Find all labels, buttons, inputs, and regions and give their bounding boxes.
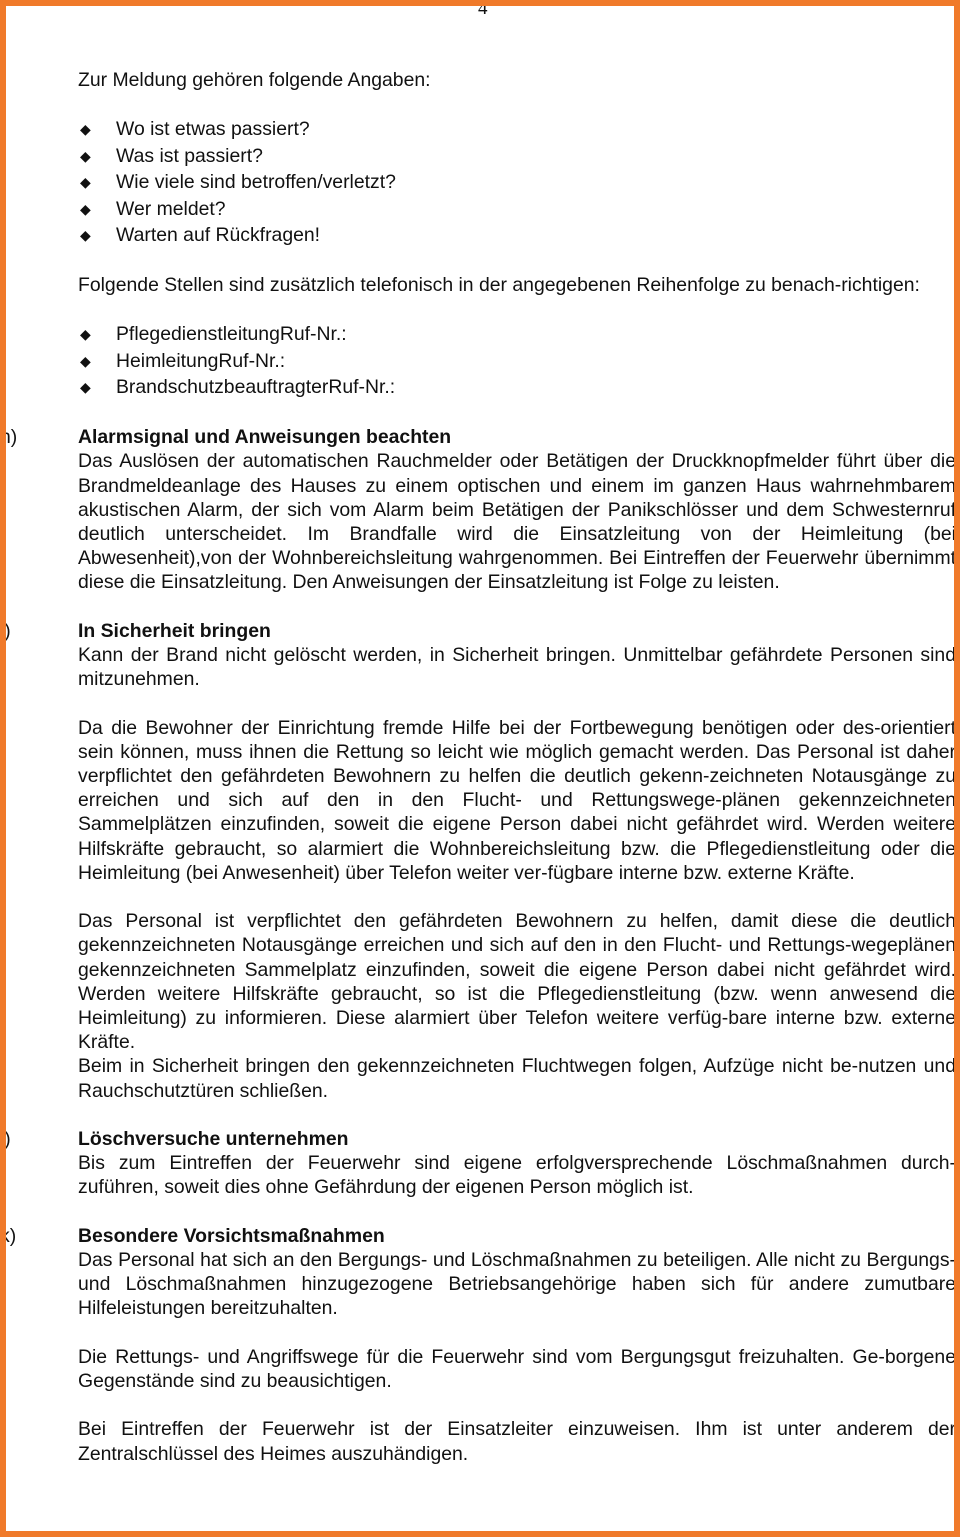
contact-item: [78, 321, 956, 348]
section-h: [0, 425, 956, 594]
section-heading: Alarmsignal und Anweisungen beachten: [78, 426, 452, 449]
spacer: [78, 1200, 956, 1224]
report-items-list: [78, 116, 956, 249]
spacer: [78, 297, 956, 321]
contact-phone-label: Ruf-Nr.:: [218, 349, 286, 372]
contact-item: [78, 374, 956, 401]
section-paragraph: Da die Bewohner der Einrichtung fremde Hilfe bei der Fortbewegung benötigen oder des-orientiert sein können, muss ihnen die Rettung so leicht wie möglich gemacht werden. Das Personal ist daher verpflichtet den gefährdeten Bewohnern zu helfen die deutlich gekenn-zeichneten Notausgänge zu erreichen und sich auf den in den Flucht- und Rettungswege-plänen gekennzeichneten Sammelplätzen einzufinden, soweit die eigene Person dabei nicht gefährdet wird. Werden weitere Hilfskräfte gebraucht, so alarmiert die Wohnbereichsleitung bzw. die Pflegedienstleitung oder die Heimleitung (bei Anwesenheit) über Telefon weiter ver-fügbare interne bzw. externe Kräfte.: [78, 716, 956, 884]
diamond-bullet-icon: ◆: [80, 227, 91, 244]
diamond-bullet-icon: ◆: [80, 379, 91, 396]
contact-name: Pflegedienstleitung: [116, 323, 280, 346]
contact-phone-label: Ruf-Nr.:: [328, 376, 396, 399]
diamond-bullet-icon: ◆: [80, 352, 91, 369]
diamond-bullet-icon: ◆: [80, 121, 91, 138]
list-item: ◆ Warten auf Rückfragen!: [78, 222, 956, 249]
spacer: [78, 885, 956, 909]
diamond-bullet-icon: ◆: [80, 326, 91, 343]
spacer: [78, 1393, 956, 1417]
section-paragraph: Das Auslösen der automatischen Rauchmelder oder Betätigen der Druckknopfmelder führt über die Brandmeldeanlage des Hauses zu einem optischen und einem im ganzen Haus wahrnehmbarem akustischen Alarm, der sich vom Alarm beim Betätigen der Panikschlösser und dem Schwesternruf deutlich unterscheidet. Im Brandfalle wird die Einsatzleitung von der Heimleitung (bei Abwesenheit),von der Wohnbereichsleitung wahrgenommen. Bei Eintreffen der Feuerwehr übernimmt diese die Einsatzleitung. Den Anweisungen der Einsatzleitung ist Folge zu leisten.: [78, 450, 956, 594]
list-item: ◆ Was ist passiert?: [78, 143, 956, 170]
diamond-bullet-icon: ◆: [80, 174, 91, 191]
section-paragraph: Die Rettungs- und Angriffswege für die Feuerwehr sind vom Bergungsgut freizuhalten. Ge-borgene Gegenstände sind zu beausichtigen.: [78, 1345, 956, 1392]
section-heading: In Sicherheit bringen: [78, 619, 271, 642]
section-paragraph: Bei Eintreffen der Feuerwehr ist der Einsatzleiter einzuweisen. Ihm ist unter anderem der Zentralschlüssel des Heimes auszuhändigen.: [78, 1418, 956, 1465]
section-paragraph: Das Personal ist verpflichtet den gefährdeten Bewohnern zu helfen, damit diese die deutlich gekennzeichneten Notausgänge erreichen und sich auf den in den Flucht- und Rettungs-wegeplänen gekennzeichneten Sammelplatz einzufinden, soweit die eigene Person dabei nicht gefährdet wird. Werden weitere Hilfskräfte gebraucht, so ist die Pflegedienstleitung (bzw. wenn anwesend die Heimleitung) zu informieren. Diese alarmiert über Telefon weitere verfüg-bare interne bzw. externe Kräfte.: [78, 910, 956, 1054]
section-letter: h): [0, 426, 18, 449]
section-paragraph: Das Personal hat sich an den Bergungs- und Löschmaßnahmen zu beteiligen. Alle nicht zu Bergungs- und Löschmaßnahmen hinzugezogene Betriebsangehörige haben sich für andere zumutbare Hilfeleistungen bereitzuhalten.: [78, 1248, 956, 1320]
spacer: [78, 595, 956, 619]
diamond-bullet-icon: ◆: [80, 200, 91, 217]
contacts-list: [78, 321, 956, 401]
section-heading: Besondere Vorsichtsmaßnahmen: [78, 1224, 385, 1247]
section-k: [0, 1224, 956, 1466]
section-paragraph: Kann der Brand nicht gelöscht werden, in Sicherheit bringen. Unmittelbar gefährdete Personen sind mitzunehmen.: [78, 643, 956, 691]
spacer: [78, 1321, 956, 1345]
section-letter: k): [0, 1224, 17, 1247]
section-letter: i): [0, 619, 11, 642]
section-i: [0, 619, 956, 1103]
spacer: [78, 401, 956, 425]
section-paragraph: Beim in Sicherheit bringen den gekennzeichneten Fluchtwegen folgen, Aufzüge nicht be-nutzen und Rauchschutztüren schließen.: [78, 1055, 956, 1102]
spacer: [78, 92, 956, 116]
diamond-bullet-icon: ◆: [80, 147, 91, 164]
document-body: [0, 68, 956, 1466]
list-item: ◆ Wo ist etwas passiert?: [78, 116, 956, 143]
spacer: [78, 691, 956, 715]
section-paragraph: Bis zum Eintreffen der Feuerwehr sind eigene erfolgversprechende Löschmaßnahmen durch-zuführen, soweit dies ohne Gefährdung der eigenen Person möglich ist.: [78, 1152, 956, 1199]
contact-phone-label: Ruf-Nr.:: [279, 323, 347, 346]
list-item: ◆ Wie viele sind betroffen/verletzt?: [78, 169, 956, 196]
section-letter: j): [0, 1127, 11, 1150]
intro-text: Zur Meldung gehören folgende Angaben:: [78, 69, 431, 91]
section-heading: Löschversuche unternehmen: [78, 1127, 349, 1150]
contact-name: Heimleitung: [116, 349, 219, 372]
contact-name: Brandschutzbeauftragter: [116, 376, 329, 399]
list-item: ◆ Wer meldet?: [78, 196, 956, 223]
notify-text: Folgende Stellen sind zusätzlich telefonisch in der angegebenen Reihenfolge zu benach-richtigen:: [78, 274, 920, 297]
page-number: 4: [478, 0, 488, 19]
contact-item: [78, 348, 956, 375]
spacer: [78, 249, 956, 273]
section-j: [0, 1127, 956, 1200]
spacer: [78, 1103, 956, 1127]
